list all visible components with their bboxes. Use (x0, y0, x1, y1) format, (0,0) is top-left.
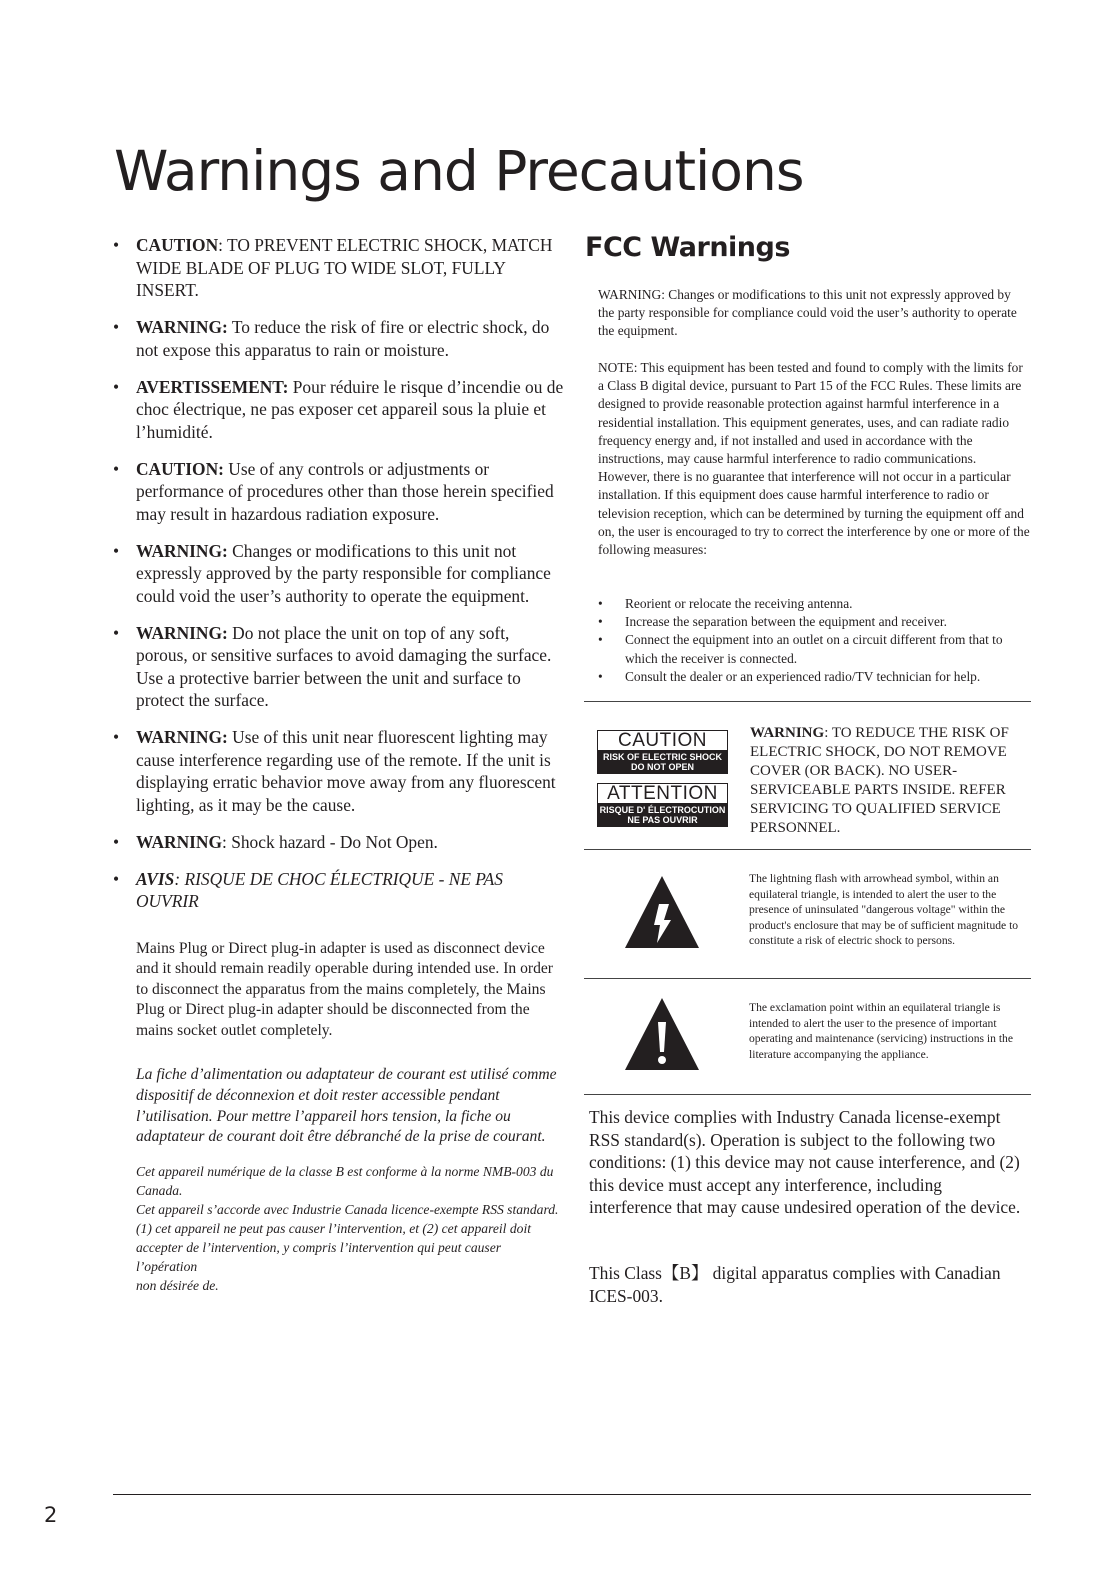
warning-label: WARNING: (136, 540, 228, 561)
section-divider (584, 1094, 1031, 1095)
warning-item (112, 458, 564, 526)
left-column (112, 234, 564, 1295)
warning-text: Shock hazard - Do Not Open. (231, 831, 438, 852)
canada-fr-line: accepter de l’intervention, y compris l’intervention qui peut causer l’opération (136, 1239, 502, 1274)
fcc-warning-paragraph: WARNING: Changes or modifications to this unit not expressly approved by the party responsible for compliance could void the user’s authority to operate the equipment. (598, 287, 1017, 339)
warning-item (112, 726, 564, 816)
avis-text: : RISQUE DE CHOC ÉLECTRIQUE - NE PAS OUVRIR (136, 868, 503, 911)
exclamation-triangle-icon (624, 996, 700, 1072)
lightning-symbol-description: The lightning flash with arrowhead symbol, within an equilateral triangle, is intended to alert the user to the presence of uninsulated "dangerous voltage" within the product's enclosure that may be of sufficient magnitude to constitute a risk of electric shock to persons. (749, 872, 1019, 948)
warning-item (112, 540, 564, 608)
caution-label-head: CAUTION (597, 730, 728, 751)
warning-text: To reduce the risk of fire or electric shock, do not expose this apparatus to rain or moisture. (136, 317, 550, 360)
warning-text: Use of this unit near fluorescent lighting may cause interference regarding use of the remote. If the unit is displaying erratic behavior move away from any fluorescent lighting, as it may be the cause. (136, 727, 556, 815)
warning-text: Use of any controls or adjustments or performance of procedures other than those herein specified may result in hazardous radiation exposure. (136, 458, 554, 524)
caution-label (597, 730, 728, 774)
avis-label: AVIS (136, 868, 175, 889)
canada-fr-line: Cet appareil s’accorde avec Industrie Canada licence-exempte RSS standard. (136, 1201, 559, 1217)
canada-compliance-fr (136, 1162, 564, 1295)
attention-label-sub: RISQUE D' ÉLECTROCUTION (599, 805, 726, 815)
page-title: Warnings and Precautions (114, 139, 804, 203)
warning-list (112, 234, 564, 913)
warning-item: • WARNING: Shock hazard - Do Not Open. (112, 831, 564, 854)
canada-fr-line: non désirée de. (136, 1277, 219, 1293)
measure-item: • Increase the separation between the equipment and receiver. (598, 613, 1030, 631)
footer-divider (113, 1494, 1031, 1495)
ices-paragraph: This Class【B】 digital apparatus complies with Canadian ICES-003. (589, 1263, 1001, 1306)
caution-label-sub: RISK OF ELECTRIC SHOCK (602, 752, 722, 762)
mains-plug-paragraph: Mains Plug or Direct plug-in adapter is used as disconnect device and it should remain readily operable during intended use. In order to disconnect the apparatus from the mains completely, the Mains Plug or Direct plug-in adapter should be disconnected from the mains socket outlet completely. (136, 939, 554, 1039)
warning-label: WARNING: (136, 622, 228, 643)
fcc-measures-list (598, 595, 1030, 686)
avis-item (112, 868, 564, 913)
measure-item: • Consult the dealer or an experienced radio/TV technician for help. (598, 668, 1030, 686)
warning-label: CAUTION: (136, 458, 224, 479)
warning-text: Changes or modifications to this unit not expressly approved by the party responsible for compliance could void the user’s authority to operate the equipment. (136, 540, 551, 606)
attention-label-sub: NE PAS OUVRIR (627, 815, 698, 825)
section-divider (584, 849, 1031, 850)
shock-warning-text: : TO REDUCE THE RISK OF ELECTRIC SHOCK, DO NOT REMOVE COVER (OR BACK). NO USER-SERVICEABLE PARTS INSIDE. REFER SERVICING TO QUALIFIED SERVICE PERSONNEL. (750, 725, 1009, 836)
canada-fr-line: (1) cet appareil ne peut pas causer l’intervention, et (2) cet appareil doit (136, 1220, 531, 1236)
lightning-triangle-icon (624, 874, 700, 950)
section-divider (584, 978, 1031, 979)
mains-plug-paragraph-fr: La fiche d’alimentation ou adaptateur de courant est utilisé comme dispositif de déconnexion et doit rester accessible pendant l’utilisation. Pour mettre l’appareil hors tension, la fiche ou adaptateur de courant doit être débranché de la prise de courant. (136, 1066, 557, 1146)
section-divider (584, 701, 1031, 702)
shock-warning-label: WARNING (750, 725, 825, 741)
measure-item: • Connect the equipment into an outlet on a circuit different from that to which the receiver is connected. (598, 631, 1030, 667)
warning-item: • CAUTION: TO PREVENT ELECTRIC SHOCK, MATCH WIDE BLADE OF PLUG TO WIDE SLOT, FULLY INSERT. (112, 234, 564, 302)
warning-text: TO PREVENT ELECTRIC SHOCK, MATCH WIDE BLADE OF PLUG TO WIDE SLOT, FULLY INSERT. (136, 235, 553, 300)
canada-fr-line: Cet appareil numérique de la classe B est conforme à la norme NMB-003 du Canada. (136, 1163, 554, 1198)
warning-label: CAUTION (136, 235, 219, 255)
warning-item (112, 316, 564, 361)
warning-label: AVERTISSEMENT: (136, 376, 289, 397)
page-number: 2 (44, 1503, 58, 1527)
warning-text: Do not place the unit on top of any soft, porous, or sensitive surfaces to avoid damaging the surface. Use a protective barrier between the unit and surface to protect the surface. (136, 622, 552, 710)
caution-label-sub: DO NOT OPEN (630, 762, 694, 772)
warning-item (112, 622, 564, 712)
fcc-note-paragraph: NOTE: This equipment has been tested and found to comply with the limits for a Class B digital device, pursuant to Part 15 of the FCC Rules. These limits are designed to provide reasonable protection against harmful interference in a residential installation. This equipment generates, uses, and can radiate radio frequency energy and, if not installed and used in accordance with the instructions, may cause harmful interference to radio communications. However, there is no guarantee that interference will not occur in a particular installation. If this equipment does cause harmful interference to radio or television reception, which can be determined by turning the equipment off and on, the user is encouraged to try to correct the interference by one or more of the following measures: (598, 360, 1030, 558)
warning-label: WARNING: (136, 727, 228, 747)
fcc-heading: FCC Warnings (585, 232, 790, 263)
industry-canada-paragraph: This device complies with Industry Canada license-exempt RSS standard(s). Operation is subject to the following two conditions: (1) this device may not cause interference, and (2) this device must accept any interference, including interference that may cause undesired operation of the device. (589, 1107, 1021, 1217)
warning-label: WARNING (136, 831, 222, 852)
exclamation-symbol-description: The exclamation point within an equilateral triangle is intended to alert the user to the presence of important operating and maintenance (servicing) instructions in the literature accompanying the appliance. (749, 1001, 1013, 1061)
warning-item (112, 376, 564, 444)
warning-label: WARNING: (136, 317, 228, 337)
shock-warning (750, 724, 1030, 838)
warning-text: Pour réduire le risque d’incendie ou de choc électrique, ne pas exposer cet appareil sous la pluie et l’humidité. (136, 376, 564, 442)
attention-label-head: ATTENTION (597, 783, 728, 804)
attention-label (597, 783, 728, 827)
measure-item: • Reorient or relocate the receiving antenna. (598, 595, 1030, 613)
